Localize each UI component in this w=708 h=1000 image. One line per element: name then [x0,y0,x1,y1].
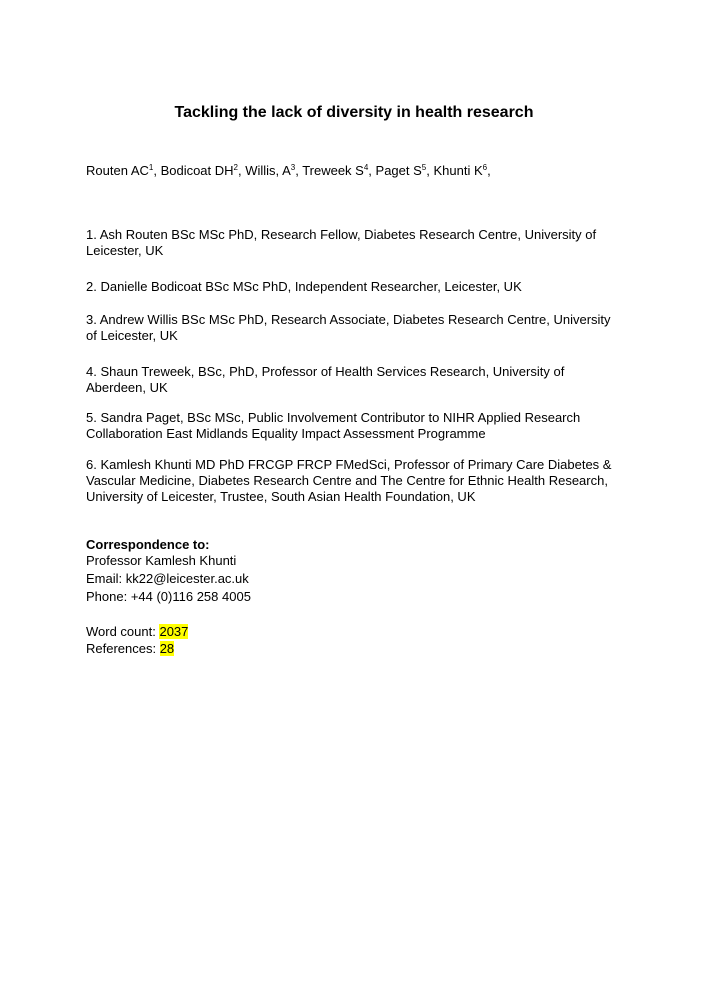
word-count [86,624,188,640]
affiliation-6: 6. Kamlesh Khunti MD PhD FRCGP FRCP FMedSci, Professor of Primary Care Diabetes & Vascular Medicine, Diabetes Research Centre and The Centre for Ethnic Health Research, University of Leicester, Trustee, South Asian Health Foundation, UK [86,457,612,504]
author-name: Khunti K [433,163,483,178]
word-count-label: Word count: [86,624,160,639]
word-count-value: 2037 [159,624,189,639]
affiliation-1: 1. Ash Routen BSc MSc PhD, Research Fellow, Diabetes Research Centre, University of Leicester, UK [86,227,597,258]
author-separator: , [238,163,246,178]
reference-count [86,641,174,657]
correspondence-phone: Phone: +44 (0)116 258 4005 [86,589,251,604]
author-affiliation-number: 1 [148,163,154,172]
author-list [86,163,646,179]
author-name: Treweek S [302,163,364,178]
correspondence-email: Email: kk22@leicester.ac.uk [86,571,249,586]
author-name: Routen AC [86,163,149,178]
author-separator: , [295,163,303,178]
author-separator: , [487,163,491,178]
author-name: Paget S [375,163,422,178]
author-affiliation-number: 5 [421,163,427,172]
author-affiliation-number: 4 [363,163,369,172]
author-separator: , [368,163,376,178]
correspondence-name: Professor Kamlesh Khunti [86,553,237,568]
author-affiliation-number: 3 [290,163,296,172]
correspondence-heading: Correspondence to: [86,537,210,552]
paper-title: Tackling the lack of diversity in health research [174,104,534,121]
author-affiliation-number: 6 [482,163,488,172]
author-separator: , [426,163,434,178]
affiliation-4: 4. Shaun Treweek, BSc, PhD, Professor of Health Services Research, University of Aberdeen, UK [86,364,565,395]
author-separator: , [153,163,161,178]
author-affiliation-number: 2 [233,163,238,172]
affiliation-5: 5. Sandra Paget, BSc MSc, Public Involvement Contributor to NIHR Applied Research Collaboration East Midlands Equality Impact Assessment Programme [86,410,581,441]
affiliation-2: 2. Danielle Bodicoat BSc MSc PhD, Independent Researcher, Leicester, UK [86,279,522,294]
reference-count-label: References: [86,641,160,656]
author-name: Willis, A [245,163,291,178]
reference-count-value: 28 [159,641,175,656]
author-name: Bodicoat DH [160,163,234,178]
affiliation-3: 3. Andrew Willis BSc MSc PhD, Research Associate, Diabetes Research Centre, University of Leicester, UK [86,312,611,343]
